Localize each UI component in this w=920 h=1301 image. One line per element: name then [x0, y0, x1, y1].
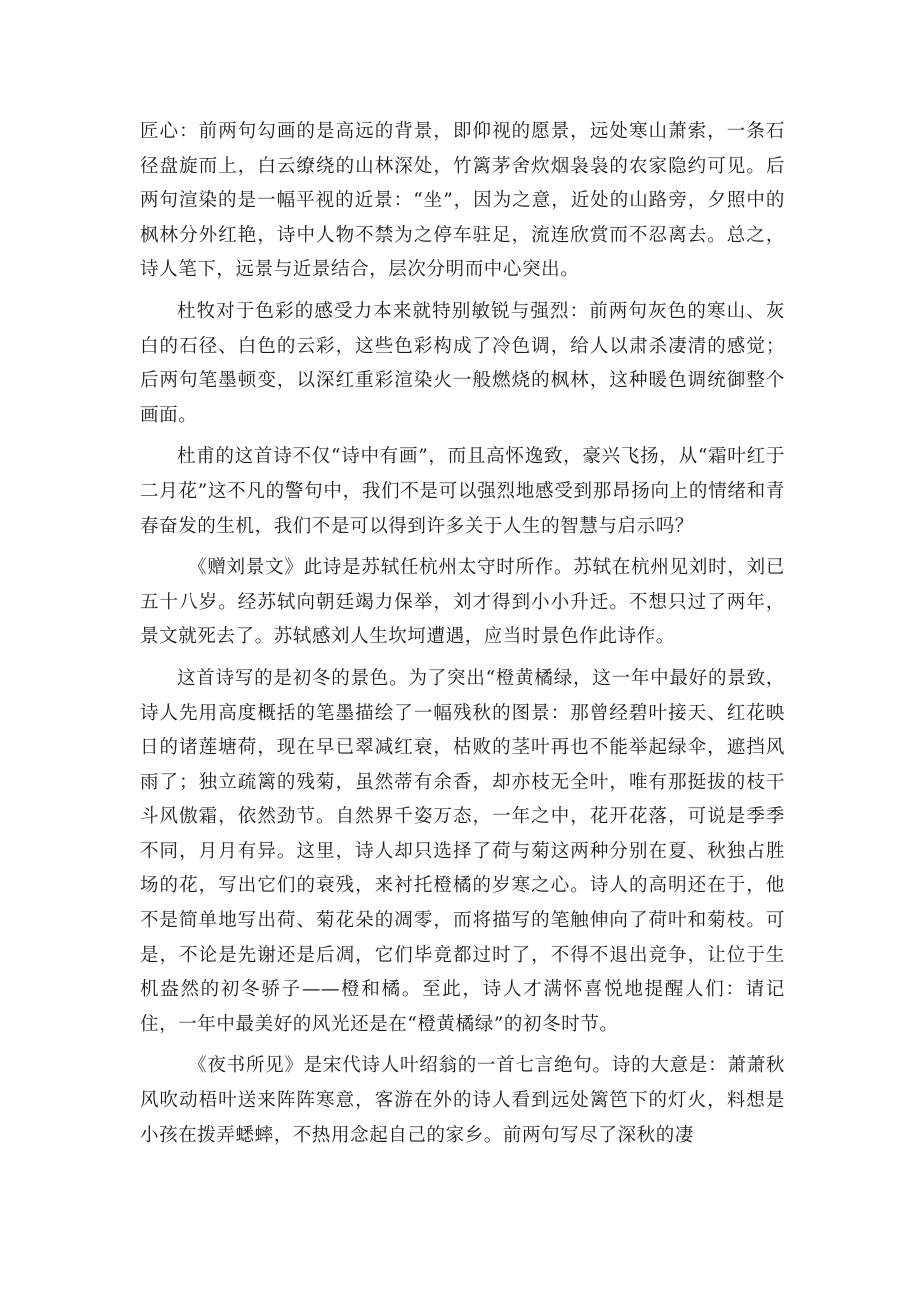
- paragraph-early-winter-scenery: 这首诗写的是初冬的景色。为了突出“橙黄橘绿，这一年中最好的景致，诗人先用高度概括的笔墨描绘了一幅残秋的图景：那曾经碧叶接天、红花映日的诸莲塘荷，现在早已翠减红衰，枯败的茎叶再也不能举起绿伞，遮挡风雨了；独立疏篱的残菊，虽然蒂有余香，却亦枝无全叶，唯有那挺拔的枝干斗风傲霜，依然劲节。自然界千姿万态，一年之中，花开花落，可说是季季不同，月月有异。这里，诗人却只选择了荷与菊这两种分别在夏、秋独占胜场的花，写出它们的衰残，来衬托橙橘的岁寒之心。诗人的高明还在于，他不是简单地写出荷、菊花朵的凋零，而将描写的笔触伸向了荷叶和菊枝。可是，不论是先谢还是后凋，它们毕竟都过时了，不得不退出竞争，让位于生机盎然的初冬骄子——橙和橘。至此，诗人才满怀喜悦地提醒人们：请记住，一年中最美好的风光还是在“橙黄橘绿”的初冬时节。: [140, 667, 785, 1035]
- paragraph-poem-appreciation: 杜甫的这首诗不仅“诗中有画”，而且高怀逸致，豪兴飞扬，从“霜叶红于二月花”这不凡的警句中，我们不是可以强烈地感受到那昂扬向上的情绪和青春奋发的生机，我们不是可以得到许多关于人生的智慧与启示吗？: [140, 446, 785, 537]
- paragraph-scenery-analysis: 匠心：前两句勾画的是高远的背景，即仰视的愿景，远处寒山萧索，一条石径盘旋而上，白云缭绕的山林深处，竹篱茅舍炊烟袅袅的农家隐约可见。后两句渲染的是一幅平视的近景：“坐”，因为之意，近处的山路旁，夕照中的枫林分外红艳，诗中人物不禁为之停车驻足，流连欣赏而不忍离去。总之，诗人笔下，远景与近景结合，层次分明而中心突出。: [140, 121, 785, 281]
- paragraph-ye-shu-suo-jian-intro: 《夜书所见》是宋代诗人叶绍翁的一首七言绝句。诗的大意是：萧萧秋风吹动梧叶送来阵阵寒意，客游在外的诗人看到远处篱笆下的灯火，料想是小孩在拨弄蟋蟀，不热用念起自己的家乡。前两句写尽了深秋的凄: [140, 1055, 785, 1146]
- paragraph-zeng-liu-jingwen-intro: 《赠刘景文》此诗是苏轼任杭州太守时所作。苏轼在杭州见刘时，刘已五十八岁。经苏轼向朝廷竭力保举，刘才得到小小升迁。不想只过了两年，景文就死去了。苏轼感刘人生坎坷遭遇，应当时景色作此诗作。: [140, 557, 785, 648]
- paragraph-color-analysis: 杜牧对于色彩的感受力本来就特别敏锐与强烈：前两句灰色的寒山、灰白的石径、白色的云彩，这些色彩构成了冷色调，给人以肃杀凄清的感觉；后两句笔墨顿变，以深红重彩渲染火一般燃烧的枫林，这种暖色调统御整个画面。: [140, 300, 785, 426]
- document-body: [140, 115, 785, 1160]
